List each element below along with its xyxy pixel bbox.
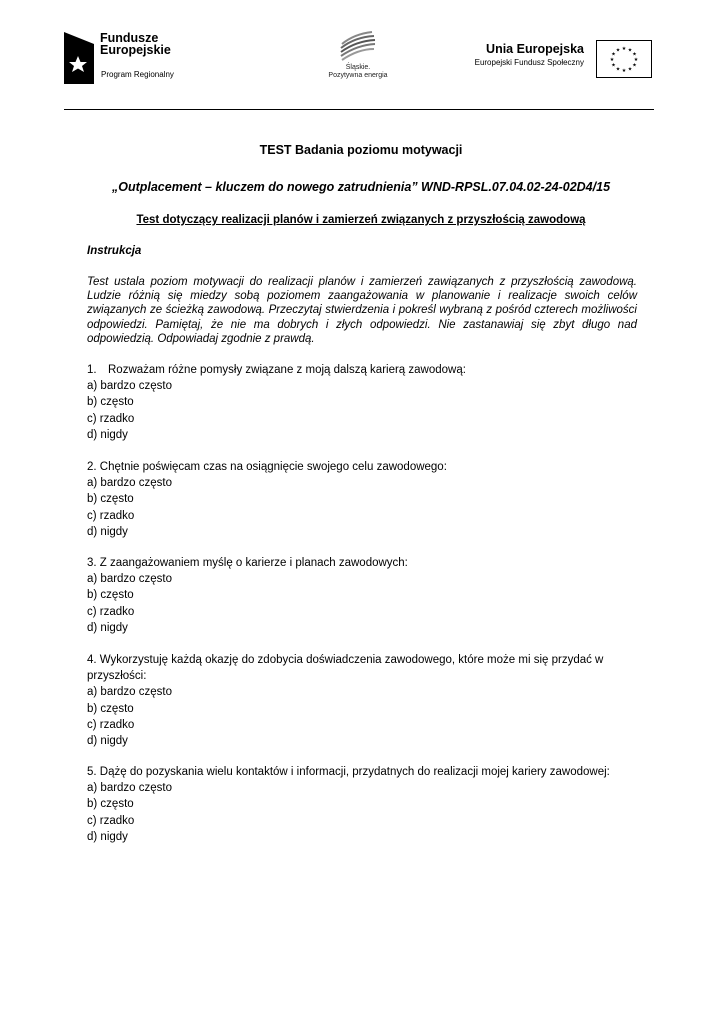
svg-text:★: ★ xyxy=(611,62,616,69)
answer-option[interactable]: a) bardzo często xyxy=(87,573,173,586)
slaskie-line1: Śląskie. xyxy=(345,64,371,71)
answer-option[interactable]: b) często xyxy=(87,396,134,409)
question-number: 1. xyxy=(87,364,97,376)
svg-text:★: ★ xyxy=(633,57,639,63)
question-1 xyxy=(87,362,647,443)
question-text xyxy=(87,362,647,378)
question-text: 5. Dążę do pozyskania wielu kontaktów i informacji, przydatnych do realizacji mojej kariery zawodowej: xyxy=(87,766,610,778)
svg-text:★: ★ xyxy=(609,57,615,63)
svg-text:★: ★ xyxy=(627,47,633,54)
question-5 xyxy=(87,764,647,845)
question-label: Rozważam różne pomysły związane z moją dalszą karierą zawodową: xyxy=(108,364,466,376)
question-text: 2. Chętnie poświęcam czas na osiągnięcie swojego celu zawodowego: xyxy=(87,461,447,473)
instruction-text: Test ustala poziom motywacji do realizacji planów i zamierzeń zawiązanych z przyszłością zawodową. Ludzie różnią się miedzy sobą poziomem zaangażowania w planowanie i realizacje swoich celów związanych ze ścieżką zawodową. Przeczytaj stwierdzenia i pokreśl wybraną z pośród czterech możliwości odpowiedzi. Pamiętaj, że nie ma dobrych i złych odpowiedzi. Nie zastanawiaj się zbyt długo nad odpowiedzią. Odpowiadaj zgodnie z prawdą. xyxy=(87,276,637,345)
svg-text:★: ★ xyxy=(615,66,621,73)
question-3 xyxy=(87,555,647,636)
answer-option[interactable]: d) nigdy xyxy=(87,428,128,441)
answer-option[interactable]: b) często xyxy=(87,589,134,602)
answer-option[interactable]: c) rzadko xyxy=(87,718,135,731)
svg-text:★: ★ xyxy=(632,51,637,58)
slaskie-wave-icon xyxy=(338,30,378,64)
svg-text:★: ★ xyxy=(621,46,627,52)
svg-text:★: ★ xyxy=(615,47,621,54)
answer-option[interactable]: a) bardzo często xyxy=(87,477,173,490)
slaskie-line2: Pozytywna energia xyxy=(328,72,388,79)
svg-text:★: ★ xyxy=(611,51,616,58)
answer-option[interactable]: a) bardzo często xyxy=(87,782,173,795)
eu-logo-text xyxy=(458,42,584,68)
instruction-label: Instrukcja xyxy=(87,245,142,257)
answer-option[interactable]: a) bardzo często xyxy=(87,686,173,699)
answer-option[interactable]: c) rzadko xyxy=(87,605,135,618)
question-text: 3. Z zaangażowaniem myślę o karierze i planach zawodowych: xyxy=(87,557,408,569)
answer-option[interactable]: b) często xyxy=(87,798,134,811)
eu-logo-title: Unia Europejska xyxy=(486,42,584,56)
question-4 xyxy=(87,652,647,749)
answer-option[interactable]: d) nigdy xyxy=(87,621,128,634)
fundusze-europejskie-logo xyxy=(64,30,204,86)
answer-option[interactable]: d) nigdy xyxy=(87,830,128,843)
answer-option[interactable]: b) często xyxy=(87,493,134,506)
eu-flag-icon xyxy=(596,40,652,78)
svg-text:★: ★ xyxy=(627,66,633,73)
test-subtitle: Test dotyczący realizacji planów i zamierzeń związanych z przyszłością zawodową xyxy=(136,214,586,226)
svg-text:★: ★ xyxy=(632,62,637,69)
answer-option[interactable]: c) rzadko xyxy=(87,814,135,827)
fe-logo-text xyxy=(100,32,171,56)
question-text: 4. Wykorzystuję każdą okazję do zdobycia doświadczenia zawodowego, które może mi się przydać w przyszłości: xyxy=(87,654,604,683)
eu-logo-sub: Europejski Fundusz Społeczny xyxy=(474,58,584,67)
answer-option[interactable]: b) często xyxy=(87,702,134,715)
answer-option[interactable]: d) nigdy xyxy=(87,525,128,538)
fe-emblem-icon xyxy=(64,32,94,84)
svg-text:★: ★ xyxy=(621,68,627,74)
header-divider xyxy=(64,109,654,110)
slaskie-logo xyxy=(320,30,396,88)
document-title: TEST Badania poziomu motywacji xyxy=(259,143,463,157)
answer-option[interactable]: c) rzadko xyxy=(87,412,135,425)
fe-logo-line1: Fundusze xyxy=(100,31,159,45)
answer-option[interactable]: a) bardzo często xyxy=(87,380,173,393)
fe-logo-line2: Europejskie xyxy=(100,43,171,57)
answer-option[interactable]: c) rzadko xyxy=(87,509,135,522)
question-2 xyxy=(87,459,647,540)
fe-logo-sub: Program Regionalny xyxy=(101,70,174,79)
project-title: „Outplacement – kluczem do nowego zatrudnienia” WND-RPSL.07.04.02-24-02D4/15 xyxy=(111,180,611,194)
answer-option[interactable]: d) nigdy xyxy=(87,735,128,748)
